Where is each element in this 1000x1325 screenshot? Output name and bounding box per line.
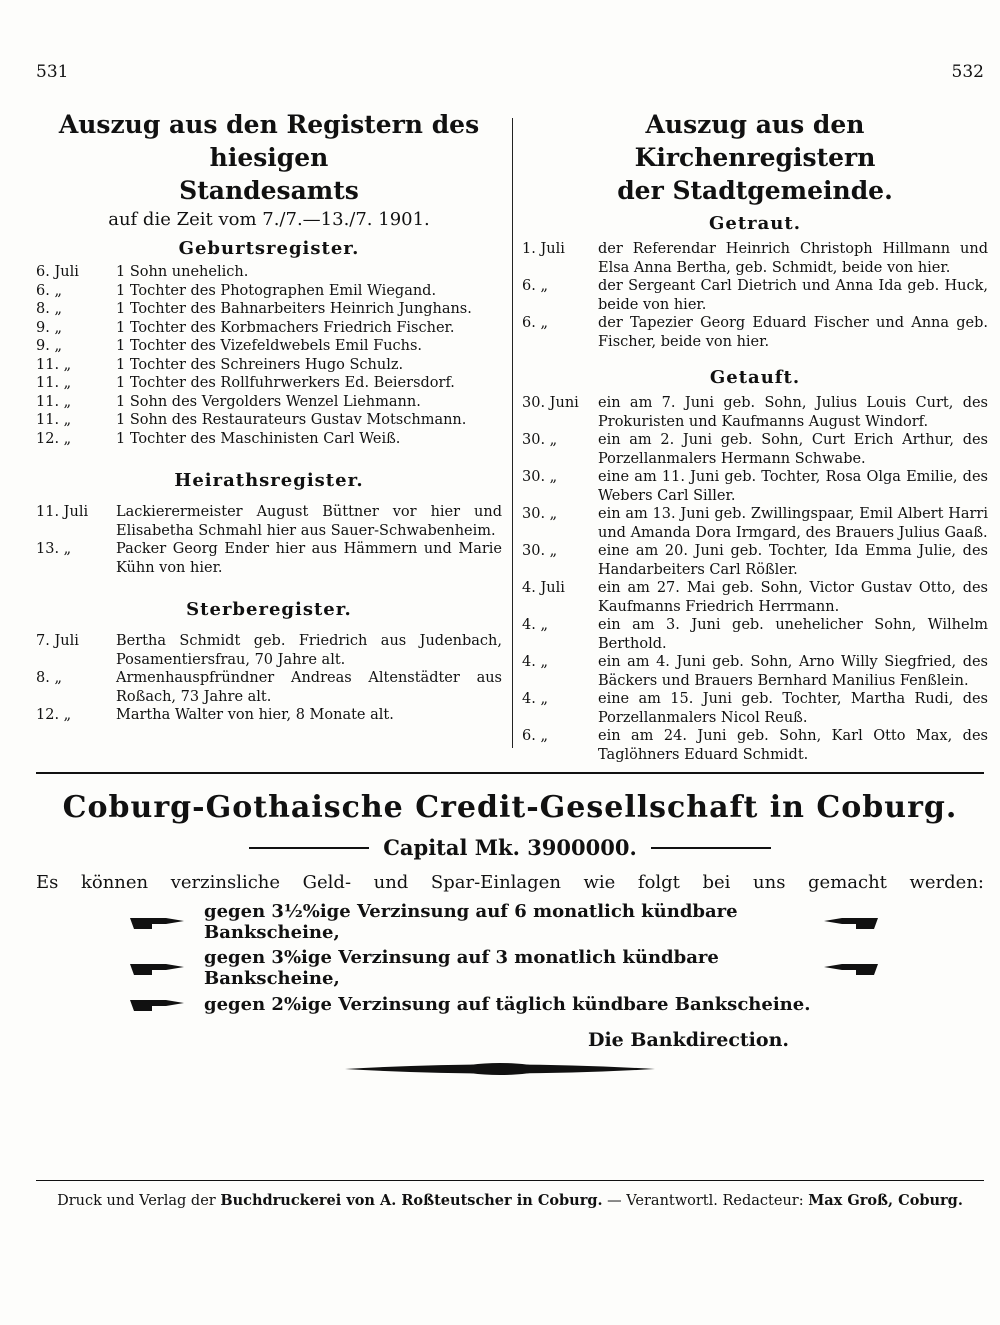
baptized-register-list <box>522 394 988 764</box>
ad-title: Coburg-Gothaische Credit-Gesellschaft in Coburg. <box>62 790 958 825</box>
list-item: 1. Juli der Referendar Heinrich Christoph Hillmann und Elsa Anna Bertha, geb. Schmidt, beide von hier. <box>522 241 988 276</box>
ad-capital-line <box>36 835 984 860</box>
list-item: 6. Juli 1 Sohn unehelich. <box>36 264 249 280</box>
pointing-hand-icon <box>128 957 198 979</box>
birth-register-list <box>36 263 502 448</box>
rule-left <box>249 847 369 849</box>
ad-offer-row: gegen 2%ige Verzinsung auf täglich kündbare Bankscheine. <box>36 993 984 1015</box>
civil-registry-column <box>36 108 502 725</box>
list-item: 6. „ der Tapezier Georg Eduard Fischer und Anna geb. Fischer, beide von hier. <box>522 315 988 350</box>
birth-register-title: Geburtsregister. <box>178 238 360 259</box>
pointing-hand-icon <box>822 911 892 933</box>
list-item: 11. „ 1 Sohn des Vergolders Wenzel Liehmann. <box>36 393 421 410</box>
pointing-hand-icon <box>128 993 198 1015</box>
list-item: 30. „ ein am 2. Juni geb. Sohn, Curt Erich Arthur, des Porzellanmalers Hermann Schwabe. <box>522 432 988 467</box>
column-divider <box>512 118 513 748</box>
list-item: 6. „ 1 Tochter des Photographen Emil Wiegand. <box>36 282 437 299</box>
list-item: 30. „ ein am 13. Juni geb. Zwillingspaar, Emil Albert Harri und Amanda Dora Irmgard, des Brauers Julius Gaaß. <box>522 506 988 541</box>
baptized-register-title: Getauft. <box>709 367 801 388</box>
ad-offer-row: gegen 3%ige Verzinsung auf 3 monatlich kündbare Bankscheine, <box>36 947 984 989</box>
footer-divider <box>36 1180 984 1181</box>
church-registry-heading <box>522 108 988 207</box>
pointing-hand-icon <box>822 957 892 979</box>
pointing-hand-icon <box>128 911 198 933</box>
list-item: 8. „ Armenhauspfründner Andreas Altenstädter aus Roßach, 73 Jahre alt. <box>36 670 502 705</box>
ad-signature: Die Bankdirection. <box>587 1029 789 1051</box>
ad-capital: Capital Mk. 3900000. <box>383 835 637 860</box>
list-item: 4. Juli ein am 27. Mai geb. Sohn, Victor Gustav Otto, des Kaufmanns Friedrich Herrmann. <box>522 580 988 615</box>
list-item: 11. „ 1 Tochter des Rollfuhrwerkers Ed. Beiersdorf. <box>36 375 455 391</box>
list-item: 4. „ ein am 3. Juni geb. unehelicher Sohn, Wilhelm Berthold. <box>522 617 988 652</box>
section-divider <box>36 772 984 774</box>
heading-line-2: der Stadtgemeinde. <box>617 176 893 205</box>
editor-name: Max Groß, Coburg. <box>808 1192 963 1209</box>
bank-advertisement <box>36 790 984 1051</box>
marriage-register-list <box>36 503 502 577</box>
heading-line-1: Auszug aus den Registern des hiesigen <box>58 110 480 172</box>
list-item: 7. Juli Bertha Schmidt geb. Friedrich aus Judenbach, Posamentiersfrau, 70 Jahre alt. <box>36 633 502 668</box>
ad-offer-row: gegen 3½%ige Verzinsung auf 6 monatlich kündbare Bankscheine, <box>36 901 984 943</box>
church-registry-column <box>522 108 988 764</box>
list-item: 13. „ Packer Georg Ender hier aus Hämmern und Marie Kühn von hier. <box>36 541 502 576</box>
list-item: 6. „ ein am 24. Juni geb. Sohn, Karl Otto Max, des Taglöhners Eduard Schmidt. <box>522 728 988 763</box>
marriage-register-title: Heirathsregister. <box>174 470 364 491</box>
list-item: 4. „ ein am 4. Juni geb. Sohn, Arno Willy Siegfried, des Bäckers und Brauers Bernhard Manilius Fenßlein. <box>522 654 988 689</box>
imprint-footer <box>36 1192 984 1209</box>
list-item: 11. Juli Lackierermeister August Büttner vor hier und Elisabetha Schmahl hier aus Sauer-Schwabenheim. <box>36 504 502 539</box>
list-item: 4. „ eine am 15. Juni geb. Tochter, Martha Rudi, des Porzellanmalers Nicol Reuß. <box>522 691 988 726</box>
heading-line-1: Auszug aus den Kirchenregistern <box>634 110 876 172</box>
list-item: 30. „ eine am 20. Juni geb. Tochter, Ida Emma Julie, des Handarbeiters Carl Rößler. <box>522 543 988 578</box>
death-register-list <box>36 632 502 725</box>
list-item: 30. „ eine am 11. Juni geb. Tochter, Rosa Olga Emilie, des Webers Carl Siller. <box>522 469 988 504</box>
page-number-right: 532 <box>951 62 984 82</box>
editor-label: — Verantwortl. Redacteur: <box>607 1193 804 1209</box>
list-item: 12. „ Martha Walter von hier, 8 Monate alt. <box>36 707 394 723</box>
civil-registry-heading <box>36 108 502 207</box>
ornamental-rule <box>345 1062 655 1076</box>
married-register-list <box>522 240 988 351</box>
list-item: 12. „ 1 Tochter des Maschinisten Carl Weiß. <box>36 430 401 447</box>
death-register-title: Sterberegister. <box>186 599 352 620</box>
list-item: 30. Juni ein am 7. Juni geb. Sohn, Julius Louis Curt, des Prokuristen und Kaufmanns August Windorf. <box>522 395 988 430</box>
page-number-left: 531 <box>36 62 69 82</box>
ad-intro: Es können verzinsliche Geld- und Spar-Einlagen wie folgt bei uns gemacht werden: <box>36 872 984 893</box>
list-item: 6. „ der Sergeant Carl Dietrich und Anna Ida geb. Huck, beide von hier. <box>522 278 988 313</box>
married-register-title: Getraut. <box>709 213 801 234</box>
date-range: auf die Zeit vom 7./7.—13./7. 1901. <box>108 209 430 230</box>
heading-line-2: Standesamts <box>179 176 359 205</box>
list-item: 8. „ 1 Tochter des Bahnarbeiters Heinrich Junghans. <box>36 301 472 317</box>
list-item: 11. „ 1 Sohn des Restaurateurs Gustav Motschmann. <box>36 412 467 428</box>
list-item: 9. „ 1 Tochter des Vizefeldwebels Emil Fuchs. <box>36 338 423 354</box>
printer-name: Buchdruckerei von A. Roßteutscher in Coburg. <box>220 1192 603 1209</box>
rule-right <box>651 847 771 849</box>
imprint-label: Druck und Verlag der <box>57 1193 216 1209</box>
list-item: 11. „ 1 Tochter des Schreiners Hugo Schulz. <box>36 356 404 373</box>
list-item: 9. „ 1 Tochter des Korbmachers Friedrich Fischer. <box>36 319 455 336</box>
